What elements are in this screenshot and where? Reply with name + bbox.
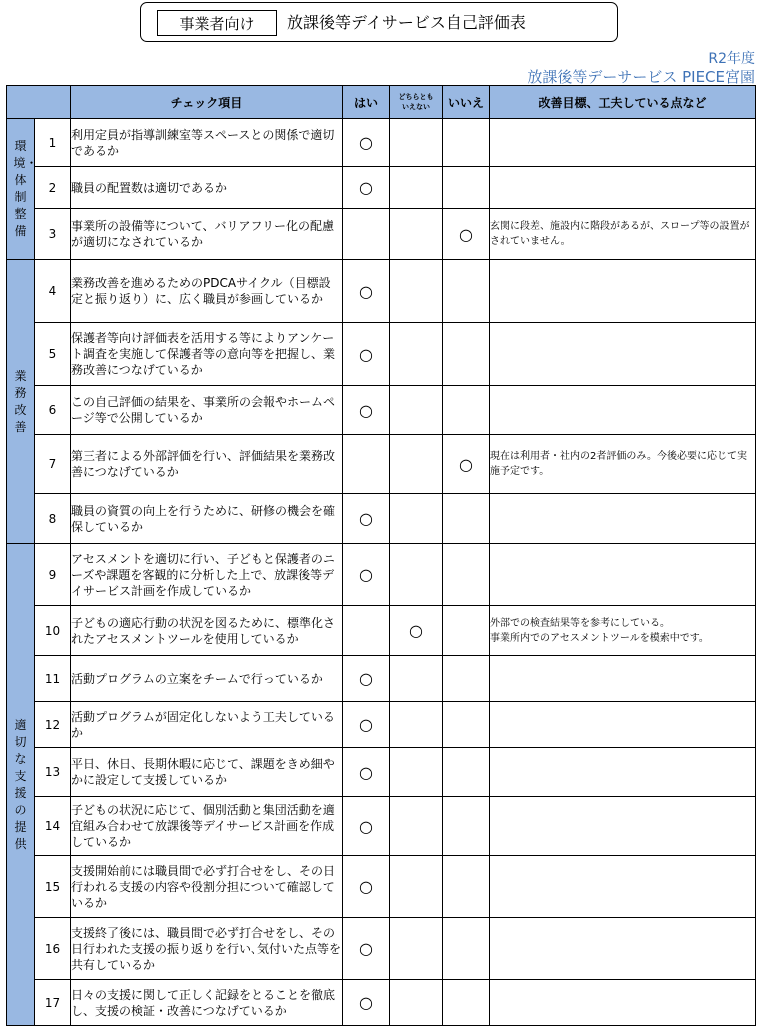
page-title: 放課後等デイサービス自己評価表 [287,13,526,32]
table-row [7,494,756,544]
answer-neither-cell [390,656,443,702]
row-number: 5 [35,323,71,386]
check-item-text: 業務改善を進めるためのPDCAサイクル（目標設定と振り返り）に、広く職員が参画しているか [71,260,343,323]
table-row [7,435,756,494]
answer-yes-cell [343,544,390,606]
answer-no-cell [443,386,490,435]
check-item-text: 保護者等向け評価表を活用する等によりアンケート調査を実施して保護者等の意向等を把握し、業務改善につなげているか [71,323,343,386]
answer-neither-cell [390,494,443,544]
check-item-text: 事業所の設備等について、バリアフリー化の配慮が適切になされているか [71,209,343,260]
answer-yes-cell [343,260,390,323]
check-mark-circle: ○ [359,509,373,528]
answer-no-cell [443,606,490,656]
check-mark-circle: ○ [359,178,373,197]
table-row [7,260,756,323]
check-mark-circle: ○ [359,565,373,584]
check-mark-circle: ○ [409,621,423,640]
row-number: 6 [35,386,71,435]
check-mark-circle: ○ [359,400,373,420]
row-number: 10 [35,606,71,656]
table-row [7,856,756,918]
row-number: 12 [35,702,71,748]
answer-neither-cell [390,167,443,209]
check-mark-circle: ○ [359,993,373,1012]
answer-yes-cell [343,656,390,702]
check-item-text: アセスメントを適切に行い、子どもと保護者のニーズや課題を客観的に分析した上で、放課後等デイサービス計画を作成しているか [71,544,343,606]
table-row [7,797,756,856]
check-item-text: 子どもの状況に応じて、個別活動と集団活動を適宜組み合わせて放課後等デイサービス計画を作成しているか [71,797,343,856]
answer-yes-cell [343,119,390,167]
table-row [7,918,756,980]
header-neither: どちらとも いえない [390,86,443,119]
check-mark-circle: ○ [359,669,373,688]
answer-neither-cell [390,386,443,435]
answer-neither-cell [390,980,443,1026]
answer-neither-cell [390,748,443,797]
check-item-text: 支援終了後には、職員間で必ず打合せをし、その日行われた支援の振り返りを行い､気付いた点等を共有しているか [71,918,343,980]
check-item-text: 第三者による外部評価を行い、評価結果を業務改善につなげているか [71,435,343,494]
improvement-note [490,856,756,918]
improvement-note: 外部での検査結果等を参考にしている。 事業所内でのアセスメントツールを模索中です。 [490,606,756,656]
improvement-note [490,748,756,797]
row-number: 9 [35,544,71,606]
check-mark-circle: ○ [359,133,373,152]
row-number: 14 [35,797,71,856]
check-mark-circle: ○ [359,816,373,836]
answer-no-cell [443,918,490,980]
improvement-note [490,656,756,702]
answer-yes-cell [343,606,390,656]
answer-neither-cell [390,702,443,748]
improvement-note [490,980,756,1026]
answer-no-cell [443,435,490,494]
header-row [7,86,756,119]
table-row [7,119,756,167]
improvement-note [490,386,756,435]
table-row [7,656,756,702]
row-number: 11 [35,656,71,702]
title-box [140,2,618,42]
row-number: 13 [35,748,71,797]
answer-no-cell [443,748,490,797]
improvement-note [490,260,756,323]
table-row [7,606,756,656]
answer-yes-cell [343,323,390,386]
row-number: 3 [35,209,71,260]
check-item-text: この自己評価の結果を、事業所の会報やホームページ等で公開しているか [71,386,343,435]
improvement-note [490,918,756,980]
row-number: 8 [35,494,71,544]
answer-neither-cell [390,119,443,167]
row-number: 17 [35,980,71,1026]
answer-neither-cell [390,797,443,856]
check-item-text: 活動プログラムが固定化しないよう工夫しているか [71,702,343,748]
answer-neither-cell [390,606,443,656]
check-mark-circle: ○ [359,877,373,896]
answer-no-cell [443,167,490,209]
improvement-note [490,702,756,748]
answer-yes-cell [343,980,390,1026]
check-mark-circle: ○ [359,344,373,364]
answer-yes-cell [343,386,390,435]
answer-no-cell [443,323,490,386]
check-item-text: 平日、休日、長期休暇に応じて、課題をきめ細やかに設定して支援しているか [71,748,343,797]
answer-no-cell [443,797,490,856]
table-row [7,702,756,748]
header-yes: はい [343,86,390,119]
check-mark-circle: ○ [359,939,373,958]
answer-no-cell [443,494,490,544]
answer-neither-cell [390,260,443,323]
category-cell: 適切な支援の提供 [7,544,35,1026]
check-item-text: 職員の配置数は適切であるか [71,167,343,209]
row-number: 7 [35,435,71,494]
answer-yes-cell [343,856,390,918]
answer-no-cell [443,702,490,748]
row-number: 2 [35,167,71,209]
answer-neither-cell [390,856,443,918]
answer-no-cell [443,119,490,167]
row-number: 16 [35,918,71,980]
answer-neither-cell [390,918,443,980]
check-mark-circle: ○ [359,281,373,301]
answer-yes-cell [343,435,390,494]
table-row [7,748,756,797]
improvement-note [490,167,756,209]
header-corner [7,86,71,119]
improvement-note: 現在は利用者・社内の2者評価のみ。今後必要に応じて実施予定です。 [490,435,756,494]
answer-yes-cell [343,797,390,856]
answer-no-cell [443,856,490,918]
check-item-text: 利用定員が指導訓練室等スペースとの関係で適切であるか [71,119,343,167]
check-mark-circle: ○ [459,454,473,474]
table-row [7,167,756,209]
table-row [7,323,756,386]
row-number: 1 [35,119,71,167]
category-cell: 業務改善 [7,260,35,544]
answer-yes-cell [343,167,390,209]
answer-no-cell [443,260,490,323]
improvement-note [490,494,756,544]
check-mark-circle: ○ [359,762,373,782]
check-item-text: 活動プログラムの立案をチームで行っているか [71,656,343,702]
answer-no-cell [443,209,490,260]
table-row [7,980,756,1026]
header-notes: 改善目標、工夫している点など [490,86,756,119]
category-cell: 環境・体制整備 [7,119,35,260]
improvement-note [490,797,756,856]
header-check-item: チェック項目 [71,86,343,119]
table-row [7,209,756,260]
evaluation-table [6,85,756,1026]
check-item-text: 子どもの適応行動の状況を図るために、標準化されたアセスメントツールを使用しているか [71,606,343,656]
answer-no-cell [443,656,490,702]
answer-neither-cell [390,435,443,494]
check-mark-circle: ○ [459,224,473,244]
answer-no-cell [443,544,490,606]
answer-neither-cell [390,209,443,260]
answer-yes-cell [343,702,390,748]
table-row [7,544,756,606]
check-item-text: 支援開始前には職員間で必ず打合せをし、その日行われる支援の内容や役割分担について確認しているか [71,856,343,918]
fiscal-year: R2年度 [708,51,755,67]
answer-yes-cell [343,918,390,980]
answer-yes-cell [343,209,390,260]
answer-no-cell [443,980,490,1026]
check-item-text: 日々の支援に関して正しく記録をとることを徹底し、支援の検証・改善につなげているか [71,980,343,1026]
header-no: いいえ [443,86,490,119]
improvement-note [490,544,756,606]
answer-yes-cell [343,494,390,544]
improvement-note: 玄関に段差、施設内に階段があるが、スロープ等の設置がされていません。 [490,209,756,260]
row-number: 15 [35,856,71,918]
answer-yes-cell [343,748,390,797]
organization-name: 放課後等デーサービス PIECE宮園 [527,68,755,86]
audience-tag: 事業者向け [157,10,277,36]
answer-neither-cell [390,323,443,386]
improvement-note [490,323,756,386]
check-item-text: 職員の資質の向上を行うために、研修の機会を確保しているか [71,494,343,544]
table-row [7,386,756,435]
answer-neither-cell [390,544,443,606]
improvement-note [490,119,756,167]
check-mark-circle: ○ [359,715,373,734]
row-number: 4 [35,260,71,323]
